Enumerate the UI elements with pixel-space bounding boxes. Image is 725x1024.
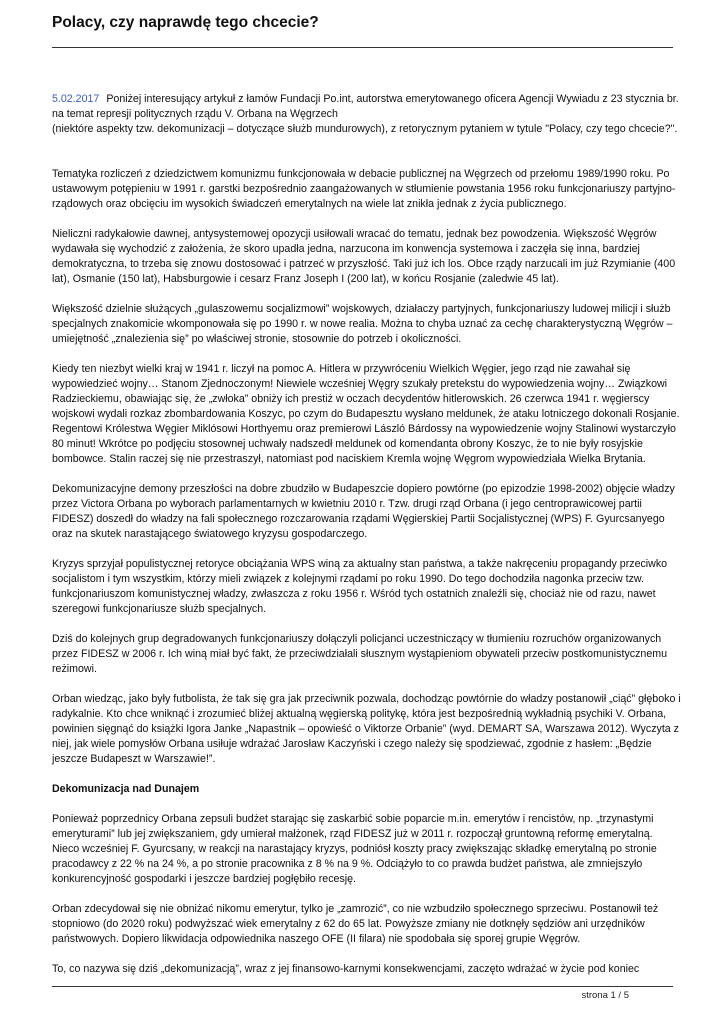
intro-paragraph — [52, 92, 682, 137]
page-title: Polacy, czy naprawdę tego chcecie? — [52, 14, 319, 31]
paragraph: Tematyka rozliczeń z dziedzictwem komunizmu funkcjonowała w debacie publicznej na Węgrzech od przełomu 1989/1990 roku. Po ustawowym potępieniu w 1991 r. garstki bezpośrednio zaangażowanych w stłumienie powstania 1956 roku funkcjonariuszy partyjno-rządowych oraz obcięciu im wysokich świadczeń emerytalnych na wiele lat znikła jednak z życia publicznego. — [52, 168, 676, 210]
intro-text: Poniżej interesujący artykuł z łamów Fundacji Po.int, autorstwa emerytowanego oficera Agencji Wywiadu z 23 stycznia br. na temat represji politycznych rządu V. Orbana na Węgrzech — [52, 93, 679, 120]
header-divider — [52, 47, 673, 48]
paragraph: Orban wiedząc, jako były futbolista, że tak się gra jak przeciwnik pozwala, dochodząc powtórnie do władzy postanowił „ciąć” głęboko i radykalnie. Kto chce wniknąć i zrozumieć bliżej aktualną węgierską politykę, która jest bezpośrednią wykładnią psychiki V. Orbana, powinien sięgnąć do książki Igora Janke „Napastnik – opowieść o Viktorze Orbanie” (wyd. DEMART SA, Warszawa 2012). Wyczyta z niej, jak wiele pomysłów Orbana usiłuje wdrażać Jarosław Kaczyński i czego należy się spodziewać, zgodnie z hasłem: „Będzie jeszcze Budapeszt w Warszawie!”. — [52, 693, 681, 765]
page-number: strona 1 / 5 — [581, 990, 629, 1001]
paragraph: Nieliczni radykałowie dawnej, antysystemowej opozycji usiłowali wracać do tematu, jednak bez powodzenia. Większość Węgrów wydawała się wychodzić z założenia, że skoro upadła jedna, narzucona im konwencja systemowa i zaczęła się inna, bardziej demokratyczna, to trzeba się znowu dostosować i patrzeć w przyszłość. Taki już ich los. Obce rządy narzucali im już Rzymianie (400 lat), Osmanie (150 lat), Habsburgowie i cesarz Franz Joseph I (200 lat), w końcu Rosjanie (zaledwie 45 lat). — [52, 228, 676, 285]
paragraph: Kiedy ten niezbyt wielki kraj w 1941 r. liczył na pomoc A. Hitlera w przywróceniu Wielkich Węgier, jego rząd nie zawahał się wypowiedzieć wojny… Stanom Zjednoczonym! Niewiele wcześniej Węgry szukały pretekstu do wypowiedzenia wojny… Związkowi Radzieckiemu, obawiając się, że „zwłoka” obniży ich prestiż w oczach decydentów hitlerowskich. 26 czerwca 1941 r. węgierscy wojskowi wydali rozkaz zbombardowania Koszyc, po czym do Budapesztu wysłano meldunek, że ataku lotniczego dokonali Rosjanie. Regentowi Królestwa Węgier Miklósowi Horthyemu oraz premierowi László Bárdossy na wypowiedzenie wojny Stalinowi wystarczyło 80 minut! Wkrótce po podjęciu stosownej uchwały nadszedł meldunek od komendanta obrony Koszyc, że to nie były rosyjskie bombowce. Stalin raczej się nie przestraszył, natomiast pod naciskiem Kremla wojnę Węgrom wypowiedziała Wielka Brytania. — [52, 363, 680, 465]
article-date: 5.02.2017 — [52, 93, 100, 105]
paragraph: Kryzys sprzyjał populistycznej retoryce obciążania WPS winą za aktualny stan państwa, a także nakręceniu propagandy przeciwko socjalistom i tym wszystkim, którzy mieli związek z kolejnymi rządami po roku 1990. Do tego dochodziła nagonka przeciw tzw. funkcjonariuszom komunistycznej władzy, zwłaszcza z roku 1956 r. Wśród tych ostatnich znaleźli się, chociaż nie od razu, nawet szeregowi funkcjonariusze służb specjalnych. — [52, 558, 668, 615]
paragraph: Dziś do kolejnych grup degradowanych funkcjonariuszy dołączyli policjanci uczestniczący w tłumieniu rozruchów organizowanych przez FIDESZ w 2006 r. Ich winą miał być fakt, że przeciwdziałali słusznym wystąpieniom obywateli przeciw postkomunistycznemu reżimowi. — [52, 633, 668, 675]
paragraph: Ponieważ poprzednicy Orbana zepsuli budżet starając się zaskarbić sobie poparcie m.in. emerytów i rencistów, np. „trzynastymi emeryturami” lub jej zwiększaniem, gdy umierał małżonek, rząd FIDESZ już w 2011 r. rozpoczął gruntowną reformę emerytalną. Nieco wcześniej F. Gyurcsany, w reakcji na narastający kryzys, podniósł koszty pracy zwiększając składkę emerytalną po stronie pracodawcy z 22 % na 24 %, a po stronie pracownika z 8 % na 9 %. Odciążyło to co prawda budżet państwa, ale zmniejszyło konkurencyjność gospodarki i jeszcze bardziej pogłębiło recesję. — [52, 813, 657, 885]
paragraph: Większość dzielnie służących „gulaszowemu socjalizmowi” wojskowych, działaczy partyjnych, funkcjonariuszy ludowej milicji i służb specjalnych znakomicie wkomponowała się po 1990 r. w nowe realia. Można to chyba uznać za cechę charakterystyczną Węgrów – umiejętność „znalezienia się” po właściwej stronie, stosownie do potrzeb i okoliczności. — [52, 303, 673, 345]
paragraph: Orban zdecydował się nie obniżać nikomu emerytur, tylko je „zamrozić”, co nie wzbudziło społecznego sprzeciwu. Postanowił też stopniowo (do 2020 roku) podwyższać wiek emerytalny z 62 do 65 lat. Powyższe zmiany nie dotknęły sędziów ani urzędników państwowych. Dopiero likwidacja odpowiednika naszego OFE (II filara) nie spodobała się sporej grupie Węgrów. — [52, 903, 659, 945]
article-body — [52, 92, 682, 992]
footer-divider — [52, 986, 673, 987]
section-heading: Dekomunizacja nad Dunajem — [52, 783, 200, 795]
paragraph: To, co nazywa się dziś „dekomunizacją”, wraz z jej finansowo-karnymi konsekwencjami, zaczęto wdrażać w życie pod koniec — [52, 963, 640, 975]
intro-text-2: (niektóre aspekty tzw. dekomunizacji – dotyczące służb mundurowych), z retorycznym pytaniem w tytule "Polacy, czy tego chcecie?". — [52, 123, 678, 135]
paragraph: Dekomunizacyjne demony przeszłości na dobre zbudziło w Budapeszcie dopiero powtórne (po epizodzie 1998-2002) objęcie władzy przez Victora Orbana po wyborach parlamentarnych w kwietniu 2010 r. Tzw. drugi rząd Orbana (i jego centroprawicowej partii FIDESZ) doszedł do władzy na fali społecznego rozczarowania rządami Węgierskiej Partii Socjalistycznej (WPS) F. Gyurcsanyego oraz na skutek narastającego światowego kryzysu gospodarczego. — [52, 483, 675, 540]
